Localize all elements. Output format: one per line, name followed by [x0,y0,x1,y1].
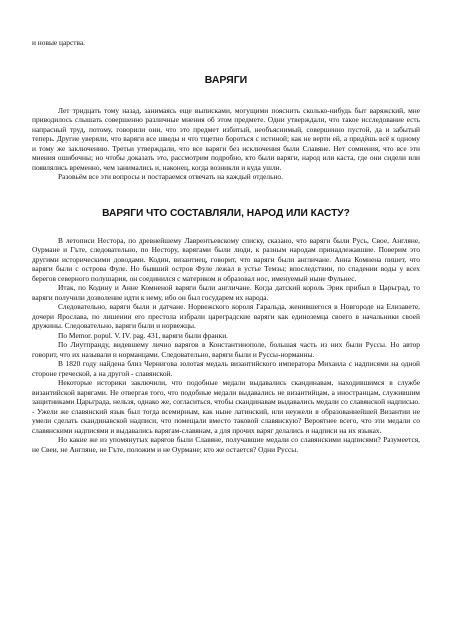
body-paragraph-6: В 1820 году найдена близ Чернигова золотая медаль византийского императора Михаила с надписями на одной стороне греческой, а на другой - славянской. [32,359,420,378]
intro-paragraph-1: Лет тридцать тому назад, занимаясь еще выписками, могущими пояснить сколько-нибудь быт варяжский, мне приводилось слышать совершенно различные мнения об этом предмете. Одни утверждали, что такое исследование есть напрасный труд, потому, говорили они, что это предмет избитый, необъяснимый, совершенно пустой, да и забытый теперь. Другие уверяли, что варяги все шведы и что тщетно бороться с истиной; как не верти ей, а придёшь всё к одному и тому же заключению. Третьи утверждали, что все варяги без исключения были Славяне. Нет сомнения, что все эти мнения ошибочны; но чтобы доказать это, рассмотрим подробно, кто были варяги, народ или каста, где они сидели или появлялись временно, чем занимались и, наконец, когда возникли и куда ушли. [32,105,420,172]
body-paragraph-3: Следовательно, варяги были и датчане. Норвежского короля Гаральда, женившегося в Новгороде на Елизавете, дочери Ярослава, по лишении его престола избрали цареградские варяги как единоземца своего в начальники своей дружины. Следовательно, варяги были и норвежцы. [32,302,420,330]
body-paragraph-2: Итак, по Кодину и Анне Комненой варяги были англичане. Когда датский король Эрик прибыл в Царьград, то варяги получили дозволение идти к нему, ибо он был государем их народа. [32,283,420,302]
section-heading: ВАРЯГИ ЧТО СОСТАВЛЯЛИ, НАРОД ИЛИ КАСТУ? [102,207,350,219]
chapter-heading: ВАРЯГИ [204,73,248,86]
body-paragraph-1: В летописи Нестора, по древнейшему Лаврентьевскому списку, сказано, что варяги были Русь, Свое, Англяне, Оурмане и Гъте, следовательно, по Нестору, варягами были люди, к разным народам принадлежавшие. Поверим это другими историческими доводами. Кодин, византиец, говорит, что варяги были англичане. Анна Комнена пишет, что варяги были с острова Фуле. Но бывший остров Фуле лежал в устье Темзы; впоследствии, по спадении воды у всех берегов северного полушария, он соединился с материком и образовал нос, именуемый ныне Фульнес. [32,235,420,283]
page-fragment-top: и новые царства. [32,38,85,47]
body-paragraph-4: По Memor. popul. V. IV. pag. 431, варяги были франки. [58,330,229,340]
body-paragraph-5: По Лиутпранду, видевшему лично варягов в Константинополе, большая часть из них были Руссы. Но автор говорит, что их называли и норманцами. Следовательно, варяги были и Руссы-норманны. [32,340,420,359]
body-paragraph-7: Некоторые историки заключили, что подобные медали выдавались скандинавам, находившимся в службе византийской варягами. Не отвергая того, что подобные медали выдавались не византийцам, а иностранцам, служившим защитниками Царьграда, нельзя, однако же, согласиться, чтобы скандинавам выдавались медали со славянской надписью. - Ужели же славянский язык был тогда всемирным, как ныне латинский, или неужели в образованнейшей Византии не умели сделать скандинавской надписи, что помещали вместо таковой славянскую? Вероятнее всего, что эти медали со славянскими надписями и выдавались варягам-славянам, а для прочих варяг делались и надписи на их языках. [32,378,420,435]
body-paragraph-8: Но какие же из упомянутых варягов были Славяне, получавшие медали со славянскими надписями? Разумеется, не Свеи, не Англяне, не Гъте, положим и не Оурмане; кто же остается? Одни Руссы. [32,435,420,454]
intro-paragraph-2: Разовьём все эти вопросы и постараемся отвечать на каждый отдельно. [58,172,283,181]
